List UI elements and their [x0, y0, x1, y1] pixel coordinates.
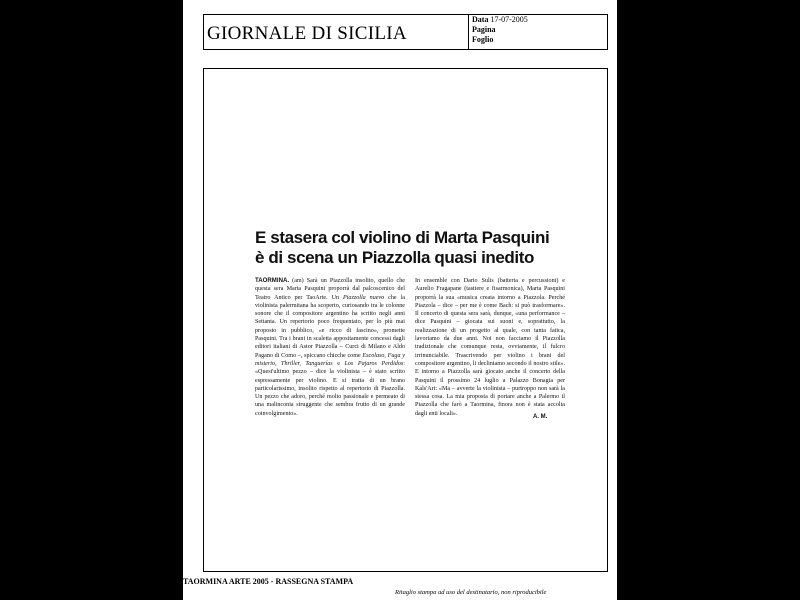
left-italic-2: Escolaso, Fuga y misterio, Thriller, Tanguerías [255, 352, 405, 367]
footer-disclaimer: Ritaglio stampa ad uso del destinatario, non riproducibile [395, 589, 547, 596]
headline-line-2: è di scena un Piazzolla quasi inedito [255, 248, 534, 267]
header-newspaper-cell [204, 15, 469, 49]
press-clipping-page [183, 0, 617, 600]
left-text-3: e [337, 360, 340, 367]
article-dateline: TAORMINA. [255, 277, 290, 284]
article-headline [255, 228, 575, 268]
sheet-row [472, 35, 528, 45]
left-text-1: (am) Sarà un Piazzolla insolito, quello che questa sera Marta Pasquini proporrà dal palcoscenico del Teatro Antico per TaoArte. Un [255, 278, 405, 301]
header-meta [472, 15, 528, 45]
newspaper-name: GIORNALE DI SICILIA [207, 23, 407, 44]
sheet-label: Foglio [472, 35, 494, 44]
article-column-right [415, 277, 565, 418]
page-row [472, 25, 528, 35]
left-italic-3: Los Pajaros Perdidos [344, 360, 404, 367]
header-box [203, 14, 608, 50]
left-text-2: che la violinista palermitana ha scoperto, curiosando tra le colonne sonore che il compositore argentino ha scritto negli anni Settanta. Un repertorio poco frequentato, per lo più mai proposto in pubblico, «e ricco di fascino», promette Pasquini. Tra i brani in scaletta appositamente concessi dagli editori italiani di Astor Piazzolla – Curci di Milano e Aldo Pagano di Como –, spiccano chicche come [255, 294, 405, 359]
date-row [472, 15, 528, 25]
footer-press-review: TAORMINA ARTE 2005 - RASSEGNA STAMPA [183, 577, 354, 586]
right-text: In ensemble con Dario Sulis (batteria e percussioni) e Aurelio Fragapane (tastiere e fisarmonica), Marta Pasquini proporrà la sua «musica creata intorno a Piazzola. Perché Piazzola – dice – per me è come Bach: si può trasformare». Il concerto di questa sera sarà, dunque, «una performance – dice Pasquini – giocata sui suoni e, soprattutto, la realizzazione di un progetto al quale, con tanta fatica, lavoriamo da due anni. Noi non facciamo il Piazzolla tradizionale che comunque resta, ovviamente, il fulcro irrinunciabile. Trascrivendo per violino i brani del compositore argentino, li decliniamo secondo il nostro stile». E intorno a Piazzolla sarà giocato anche il concerto della Pasquini il prossimo 24 luglio a Palazzo Bonagia per Kals'Art: «Ma – avverte la violinista – purtroppo non sarà la stessa cosa. La mia proposta di portare anche a Palermo il Piazzolla che farò a Taormina, finora non è stata accolta dagli enti locali». [415, 278, 565, 417]
date-label: Data [472, 15, 489, 24]
author-signature: A. M. [533, 414, 548, 420]
left-italic-1: Piazzolla nuevo [343, 294, 385, 301]
left-text-4: : «Quest'ultimo pezzo – dice la violinista – è stato scritto espressamente per violino. E si tratta di un brano particolarissimo, insolito rispetto al repertorio di Piazzolla. Un pezzo che adoro, perché molto passionale e permeato di una malinconia struggente che sembra frutto di un grande coinvolgimento». [255, 360, 405, 417]
article-column-left [255, 277, 405, 418]
headline-line-1: E stasera col violino di Marta Pasquini [255, 228, 550, 247]
date-value: 17-07-2005 [490, 15, 528, 24]
page-label: Pagina [472, 25, 496, 34]
